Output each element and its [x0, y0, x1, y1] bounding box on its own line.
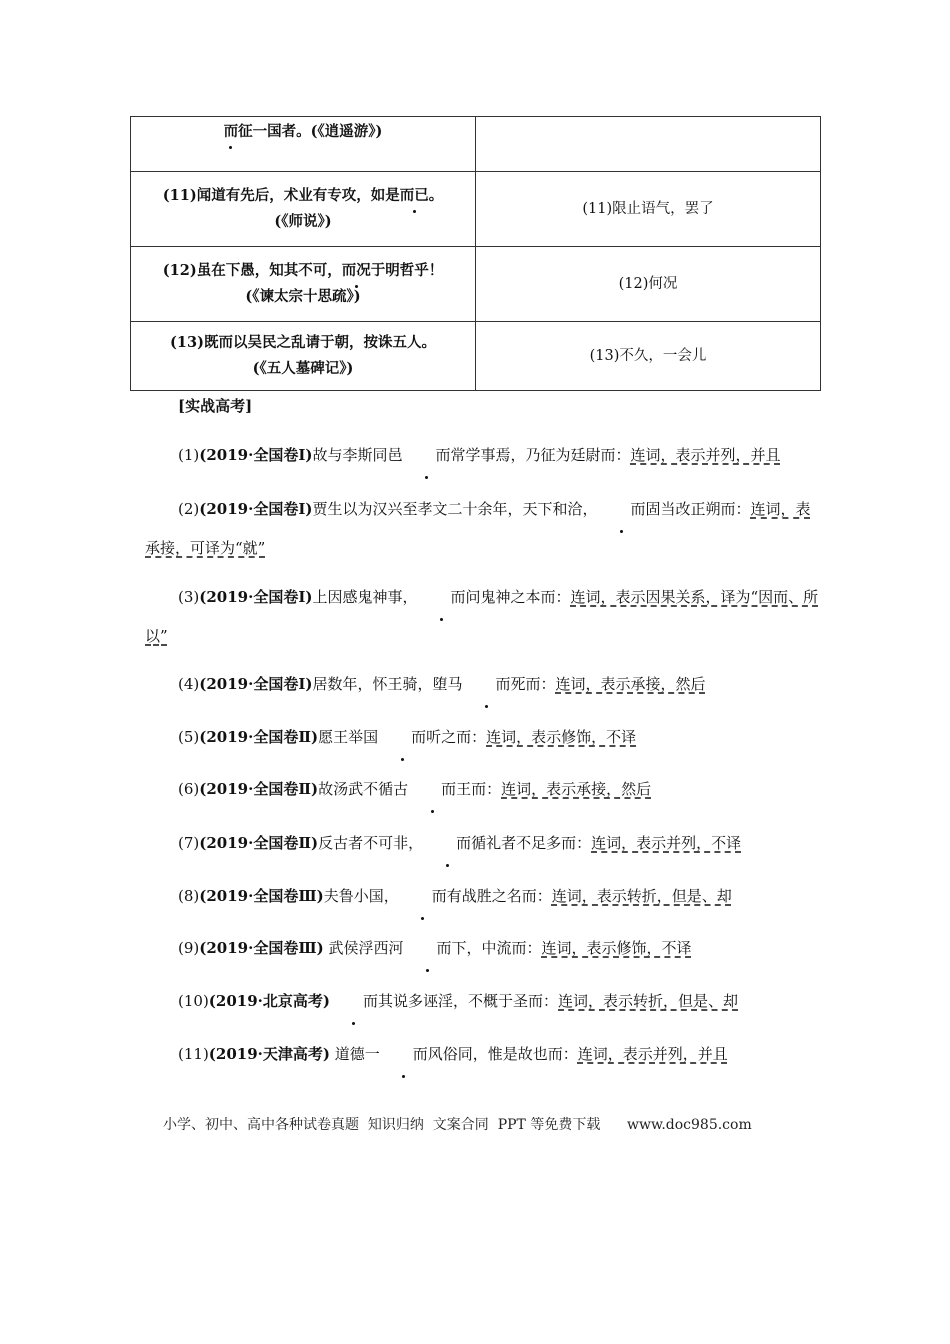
question-source: (2019·全国卷Ⅱ) — [199, 780, 319, 798]
question-number: (1) — [178, 446, 200, 464]
answer-marker: 而： — [561, 834, 592, 852]
dotted-keyword: 而况 — [342, 258, 371, 284]
answer-text: 连词，表示并列，并且 — [577, 1045, 728, 1063]
dotted-keyword: 而 — [423, 824, 471, 863]
answer-marker: 而： — [521, 887, 552, 905]
dotted-keyword: 而 — [378, 718, 426, 757]
answer-text: 连词，表示因果关系，译为“因而、所以” — [145, 588, 819, 645]
sentence-post: 常学事焉，乃征为廷尉 — [450, 446, 601, 464]
sentence-pre: 故汤武不循古 — [318, 780, 409, 798]
example-text — [131, 183, 475, 209]
question-source: (2019·天津高考) — [208, 1045, 330, 1063]
table-cell-meaning: (12)何况 — [476, 247, 821, 322]
answer-marker: 而： — [471, 780, 502, 798]
question-number: (8) — [178, 887, 200, 905]
dotted-keyword: 而 — [417, 578, 465, 617]
question-number: (5) — [178, 728, 200, 746]
question-source: (2019·全国卷Ⅰ) — [199, 446, 313, 464]
sentence-pre: 愿王举国 — [318, 728, 379, 746]
sentence-pre: 故与李斯同邑 — [312, 446, 403, 464]
answer-text: 连词，表示转折，但是、却 — [551, 887, 732, 905]
sentence-post: 问鬼神之本 — [465, 588, 541, 606]
sentence-post: 有战胜之名 — [446, 887, 522, 905]
table-cell-meaning: (11)限止语气，罢了 — [476, 172, 821, 247]
answer-text: 连词，表示承接，然后 — [555, 675, 706, 693]
sentence-post: 其说多诬淫，不概于圣 — [377, 992, 528, 1010]
sentence-pre: 上因感鬼神事， — [312, 588, 418, 606]
answer-text: 连词，表承接，可译为“就” — [145, 500, 811, 557]
answer-marker: 而： — [547, 1045, 578, 1063]
answer-marker: 而： — [511, 939, 542, 957]
dotted-keyword: 而 — [380, 1035, 428, 1074]
page-footer: 小学、初中、高中各种试卷真题 知识归纳 文案合同 PPT 等免费下载 www.doc985.com — [163, 1117, 752, 1133]
section-title: [实战高考] — [178, 397, 253, 415]
table-row — [131, 247, 821, 322]
example-source: (《谏太宗十思疏》) — [245, 288, 361, 305]
question-number: (10) — [178, 992, 209, 1010]
answer-text: 连词，表示并列，不译 — [591, 834, 742, 852]
question-number: (4) — [178, 675, 200, 693]
sentence-pre: 反古者不可非， — [318, 834, 424, 852]
sentence-post: 风俗同，惟是故也 — [427, 1045, 548, 1063]
question-item — [145, 436, 825, 475]
dotted-keyword: 而已 — [400, 183, 429, 209]
example-text-post: 。 — [428, 187, 444, 204]
answer-marker: 而： — [528, 992, 559, 1010]
sentence-pre: 武侯浮西河 — [323, 939, 404, 957]
example-source: (《五人墓碑记》) — [252, 360, 354, 377]
answer-marker: 而： — [720, 500, 751, 518]
question-number: (6) — [178, 780, 200, 798]
answer-text: 连词，表示并列，并且 — [630, 446, 781, 464]
sentence-post: 固当改正朔 — [645, 500, 721, 518]
question-item — [145, 770, 825, 809]
question-number: (9) — [178, 939, 200, 957]
dotted-keyword: 而 — [597, 490, 645, 529]
example-text-post: 于明哲乎！ — [370, 262, 444, 279]
question-item — [145, 490, 825, 568]
table-cell-example — [131, 247, 476, 322]
example-text — [131, 258, 475, 284]
example-source: (《师说》) — [274, 213, 332, 230]
answer-text: 连词，表示转折，但是、却 — [558, 992, 739, 1010]
sentence-pre: 道德一 — [329, 1045, 380, 1063]
example-text — [131, 330, 475, 356]
dotted-keyword: 而 — [402, 436, 450, 475]
question-source: (2019·全国卷Ⅲ) — [199, 887, 324, 905]
example-text-post: 征一国者。(《逍遥游》) — [238, 123, 383, 140]
sentence-post: 王 — [456, 780, 472, 798]
question-item — [145, 1035, 825, 1074]
answer-text: 连词，表示修饰，不译 — [541, 939, 692, 957]
dotted-keyword: 而 — [403, 929, 451, 968]
dotted-keyword: 而 — [462, 665, 510, 704]
question-item — [145, 718, 825, 757]
sentence-pre: 居数年，怀王骑，堕马 — [312, 675, 463, 693]
question-source: (2019·全国卷Ⅱ) — [199, 834, 319, 852]
sentence-pre: 夫鲁小国， — [323, 887, 399, 905]
dotted-keyword: 而 — [330, 982, 378, 1021]
table-row — [131, 322, 821, 391]
sentence-pre: 贾生以为汉兴至孝文二十余年，天下和洽， — [312, 500, 598, 518]
question-source: (2019·全国卷Ⅱ) — [199, 728, 319, 746]
answer-marker: 而： — [600, 446, 631, 464]
dotted-keyword: 而 — [399, 877, 447, 916]
question-source: (2019·全国卷Ⅲ) — [199, 939, 324, 957]
question-source: (2019·全国卷Ⅰ) — [199, 675, 313, 693]
dotted-keyword: 而 — [408, 770, 456, 809]
question-item — [145, 578, 825, 656]
example-text-pre: (13)既而以吴民之乱请于朝，按诛五人。 — [170, 334, 436, 351]
question-source: (2019·北京高考) — [208, 992, 330, 1010]
table-row — [131, 117, 821, 172]
question-item — [145, 982, 825, 1021]
table-row — [131, 172, 821, 247]
example-text-pre: (12)虽在下愚，知其不可， — [162, 262, 342, 279]
question-source: (2019·全国卷Ⅰ) — [199, 588, 313, 606]
table-cell-meaning: (13)不久，一会儿 — [476, 322, 821, 391]
dotted-keyword: 而 — [224, 119, 239, 145]
answer-marker: 而： — [456, 728, 487, 746]
question-number: (7) — [178, 834, 200, 852]
question-source: (2019·全国卷Ⅰ) — [199, 500, 313, 518]
question-item — [145, 929, 825, 968]
sentence-post: 循礼者不足多 — [471, 834, 562, 852]
example-text-pre: (11)闻道有先后，术业有专攻，如是 — [162, 187, 400, 204]
question-number: (3) — [178, 588, 200, 606]
answer-text: 连词，表示承接，然后 — [501, 780, 652, 798]
question-number: (2) — [178, 500, 200, 518]
example-text — [131, 119, 475, 145]
table-cell-example — [131, 172, 476, 247]
question-item — [145, 824, 825, 863]
table-cell-example — [131, 322, 476, 391]
table-cell-meaning — [476, 117, 821, 172]
glossary-table — [130, 116, 821, 391]
table-cell-example — [131, 117, 476, 172]
sentence-post: 下，中流 — [451, 939, 512, 957]
answer-text: 连词，表示修饰，不译 — [486, 728, 637, 746]
sentence-post: 死 — [510, 675, 526, 693]
sentence-post: 听之 — [426, 728, 457, 746]
question-item — [145, 877, 825, 916]
answer-marker: 而： — [540, 588, 571, 606]
answer-marker: 而： — [525, 675, 556, 693]
question-item — [145, 665, 825, 704]
question-number: (11) — [178, 1045, 209, 1063]
